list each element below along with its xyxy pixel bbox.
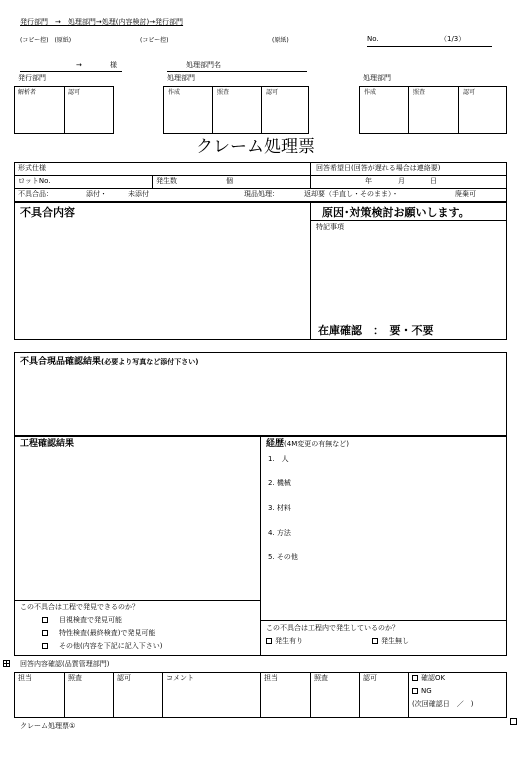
confirm-result-heading: 不具合現品確認結果(必要より写真など添付下さい): [20, 357, 199, 367]
bottom-col-0: 担当: [18, 674, 32, 682]
day-label: 日: [430, 177, 437, 185]
copy-label-2: (コピー控): [140, 37, 169, 44]
defect-cause-box: [14, 202, 507, 340]
bottom-col-4: 担当: [264, 674, 278, 682]
month-label: 月: [398, 177, 405, 185]
return-option: 返却要（手直し・そのまま）・: [304, 190, 399, 198]
occur-yes-option[interactable]: 発生有り: [266, 638, 303, 645]
checkbox-icon: [42, 643, 48, 649]
spec-label: 形式仕様: [18, 164, 46, 172]
detect-option-1[interactable]: 特性検査(最終検査)で発見可能: [42, 630, 155, 637]
defect-part-label: 不具合品：: [18, 190, 53, 198]
notes-label: 特記事項: [316, 223, 344, 231]
detect-question: この不具合は工程で発見できるのか？: [20, 603, 139, 611]
dispose-option: 廃棄可: [455, 190, 476, 198]
next-confirm-date: (次回確認日 ／ ): [412, 700, 474, 708]
processing-col-0: 作成: [168, 89, 181, 96]
issuing-dept-title: 発行部門: [18, 74, 46, 82]
original-label-2: (原紙): [272, 37, 289, 44]
processing-col-2: 認可: [266, 89, 279, 96]
history-item-3: 4. 方法: [268, 529, 291, 537]
processing2-col-1: 照査: [413, 89, 426, 96]
year-label: 年: [365, 177, 372, 185]
issuing-col-0: 解析者: [18, 89, 37, 96]
defect-heading: 不具合内容: [20, 206, 75, 219]
copy-label-1: (コピー控) (原紙): [20, 37, 72, 44]
processing2-dept-title: 処理部門: [363, 74, 391, 82]
checkbox-icon: [42, 630, 48, 636]
history-item-4: 5. その他: [268, 553, 298, 561]
detect-option-2[interactable]: その他(内容を下記に記入下さい): [42, 643, 162, 650]
checkbox-icon: [372, 638, 378, 644]
processing-dept-title: 処理部門: [167, 74, 195, 82]
form-title: クレーム処理票: [196, 137, 315, 157]
checkbox-icon: [42, 617, 48, 623]
bottom-col-5: 照査: [314, 674, 328, 682]
history-heading: 経歴(4M変更の有無など): [266, 439, 349, 449]
issuing-col-1: 認可: [68, 89, 81, 96]
checkbox-icon: [412, 675, 418, 681]
page-number: （1/3）: [440, 35, 466, 43]
bottom-heading: 回答内容確認(品質管理部門): [20, 660, 110, 668]
lot-label: ロットNo.: [18, 177, 51, 185]
occur-no-option[interactable]: 発生無し: [372, 638, 409, 645]
current-handling-label: 現品処理：: [244, 190, 279, 198]
processing2-approval-box: [359, 86, 507, 134]
confirm-ok-option[interactable]: 確認OK: [412, 675, 445, 682]
confirm-ng-option[interactable]: NG: [412, 688, 432, 695]
footer-label: クレーム処理票①: [20, 722, 76, 730]
history-item-1: 2. 機械: [268, 479, 291, 487]
processing2-col-2: 認可: [463, 89, 476, 96]
bottom-col-6: 認可: [363, 674, 377, 682]
no-label: No.: [367, 35, 379, 43]
processing-col-1: 照査: [217, 89, 230, 96]
process-result-heading: 工程確認結果: [20, 439, 75, 449]
arrow: →: [76, 61, 82, 69]
stock-check: 在庫確認 ： 要・不要: [318, 324, 434, 337]
not-attached-option: 未添付: [128, 190, 149, 198]
bottom-col-1: 照査: [68, 674, 82, 682]
checkbox-icon: [412, 688, 418, 694]
occur-question: この不具合は工程内で発生しているのか？: [266, 624, 399, 632]
detect-option-0[interactable]: 目視検査で発見可能: [42, 617, 122, 624]
sama-label: 様: [110, 61, 117, 69]
bottom-col-2: 認可: [117, 674, 131, 682]
cause-heading: 原因･対策検討お願いします。: [322, 206, 470, 219]
processing-approval-box: [163, 86, 309, 134]
dept-name-label: 処理部門名: [186, 61, 221, 69]
resize-handle-icon[interactable]: [510, 718, 517, 725]
flow-text: 発行部門 → 処理部門→処理(内容検討)→発行部門: [20, 18, 184, 26]
history-item-0: 1. 人: [268, 455, 289, 463]
bottom-col-3: コメント: [166, 674, 194, 682]
unit-label: 個: [226, 177, 233, 185]
checkbox-icon: [266, 638, 272, 644]
history-item-2: 3. 材料: [268, 504, 291, 512]
reply-date-label: 回答希望日(回答が遅れる場合は連絡要): [316, 164, 441, 172]
move-handle-icon[interactable]: [3, 660, 10, 667]
count-label: 発生数: [156, 177, 177, 185]
processing2-col-0: 作成: [364, 89, 377, 96]
attached-option: 添付・: [86, 190, 107, 198]
